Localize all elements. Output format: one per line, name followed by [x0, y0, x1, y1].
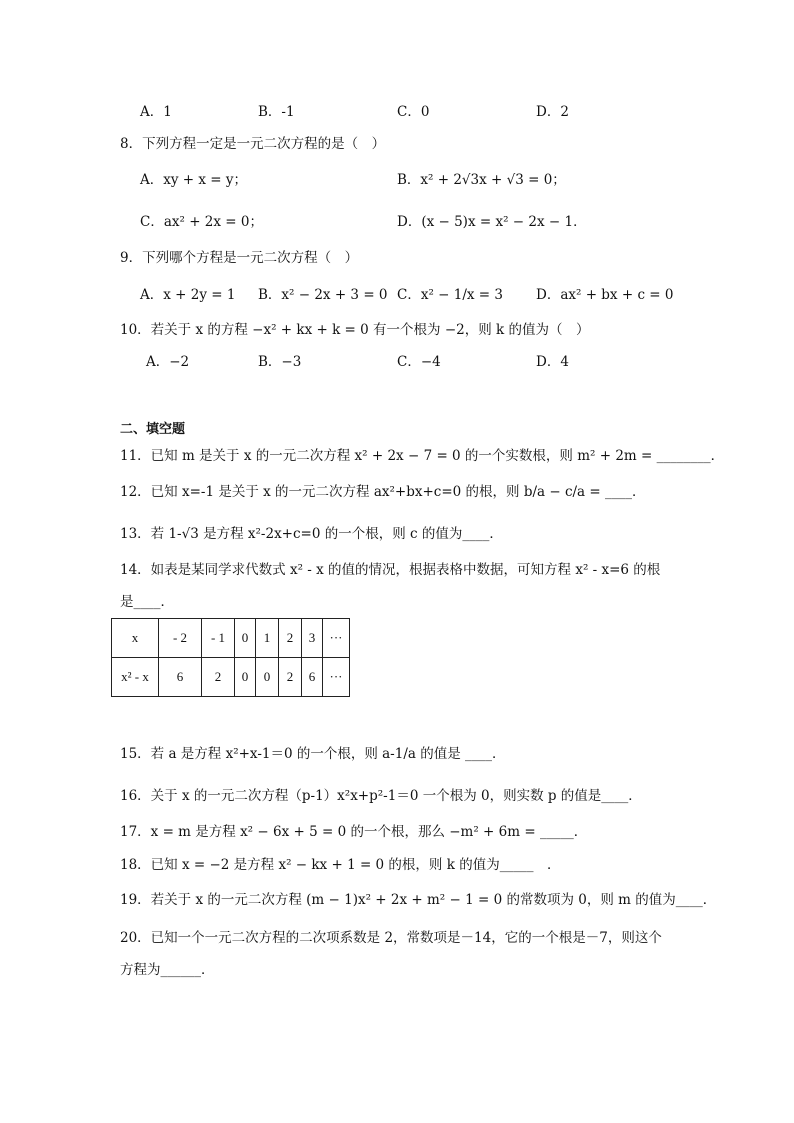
q10-option-c: C．−4 — [397, 354, 441, 370]
table-cell: 2 — [279, 619, 302, 658]
q20-line2: 方程为______． — [120, 962, 215, 978]
q7-option-c: C．0 — [397, 104, 430, 120]
table-cell: x² - x — [112, 658, 159, 697]
q20-line1: 20．已知一个一元二次方程的二次项系数是 2，常数项是－14，它的一个根是－7，则这个 — [120, 930, 662, 946]
q9-stem: 9．下列哪个方程是一元二次方程（ ） — [120, 250, 359, 266]
q15: 15．若 a 是方程 x²+x-1＝0 的一个根，则 a-1/a 的值是 ____． — [120, 746, 506, 762]
q10-option-b: B．−3 — [258, 354, 302, 370]
table-row — [112, 658, 350, 697]
q7-option-d: D．2 — [536, 104, 569, 120]
table-cell: 6 — [159, 658, 202, 697]
q9-option-a: A．x + 2y = 1 — [140, 287, 236, 303]
table-cell: ··· — [323, 658, 350, 697]
q10-stem: 10．若关于 x 的方程 −x² + kx + k = 0 有一个根为 −2，则 k 的值为（ ） — [120, 322, 590, 338]
q14-line1: 14．如表是某同学求代数式 x² - x 的值的情况，根据表格中数据，可知方程 x² - x=6 的根 — [120, 562, 661, 578]
q13: 13．若 1-√3 是方程 x²-2x+c=0 的一个根，则 c 的值为____． — [120, 526, 503, 542]
table-cell: 2 — [279, 658, 302, 697]
table-cell: 1 — [256, 619, 279, 658]
q9-option-c: C．x² − 1/x = 3 — [397, 287, 503, 303]
q16: 16．关于 x 的一元二次方程（p-1）x²x+p²-1＝0 一个根为 0，则实数 p 的值是____． — [120, 788, 642, 804]
q14-line2: 是____． — [120, 594, 174, 610]
table-cell: - 1 — [202, 619, 235, 658]
table-cell: x — [112, 619, 159, 658]
table-cell: - 2 — [159, 619, 202, 658]
q9-option-d: D．ax² + bx + c = 0 — [536, 287, 674, 303]
q11: 11．已知 m 是关于 x 的一元二次方程 x² + 2x − 7 = 0 的一个实数根，则 m² + 2m = ________． — [120, 448, 725, 464]
table-cell: 6 — [302, 658, 323, 697]
q8-option-d: D．(x − 5)x = x² − 2x − 1． — [397, 214, 587, 230]
table-cell: 0 — [235, 619, 256, 658]
q8-option-a: A．xy + x = y； — [140, 172, 248, 188]
q8-option-b: B．x² + 2√3x + √3 = 0； — [397, 172, 566, 188]
table-cell: 2 — [202, 658, 235, 697]
q7-option-b: B．-1 — [258, 104, 295, 120]
q10-option-a: A．−2 — [146, 354, 190, 370]
q8-option-c: C．ax² + 2x = 0； — [140, 214, 263, 230]
q19: 19．若关于 x 的一元二次方程 (m − 1)x² + 2x + m² − 1 = 0 的常数项为 0，则 m 的值为____． — [120, 892, 717, 908]
q18: 18．已知 x = −2 是方程 x² − kx + 1 = 0 的根，则 k 的值为_____ ． — [120, 857, 561, 873]
q17: 17．x = m 是方程 x² − 6x + 5 = 0 的一个根，那么 −m² + 6m = _____． — [120, 824, 588, 840]
q7-option-a: A．1 — [140, 104, 172, 120]
table-cell: ··· — [323, 619, 350, 658]
q9-option-b: B．x² − 2x + 3 = 0 — [258, 287, 388, 303]
q8-stem: 8．下列方程一定是一元二次方程的是（ ） — [120, 136, 386, 152]
q10-option-d: D．4 — [536, 354, 569, 370]
table-cell: 3 — [302, 619, 323, 658]
table-cell: 0 — [235, 658, 256, 697]
table-cell: 0 — [256, 658, 279, 697]
value-table — [111, 618, 350, 697]
table-row — [112, 619, 350, 658]
section-heading-fill-in: 二、填空题 — [120, 422, 186, 437]
q12: 12．已知 x=-1 是关于 x 的一元二次方程 ax²+bx+c=0 的根，则 b/a − c/a = ____． — [120, 484, 646, 500]
